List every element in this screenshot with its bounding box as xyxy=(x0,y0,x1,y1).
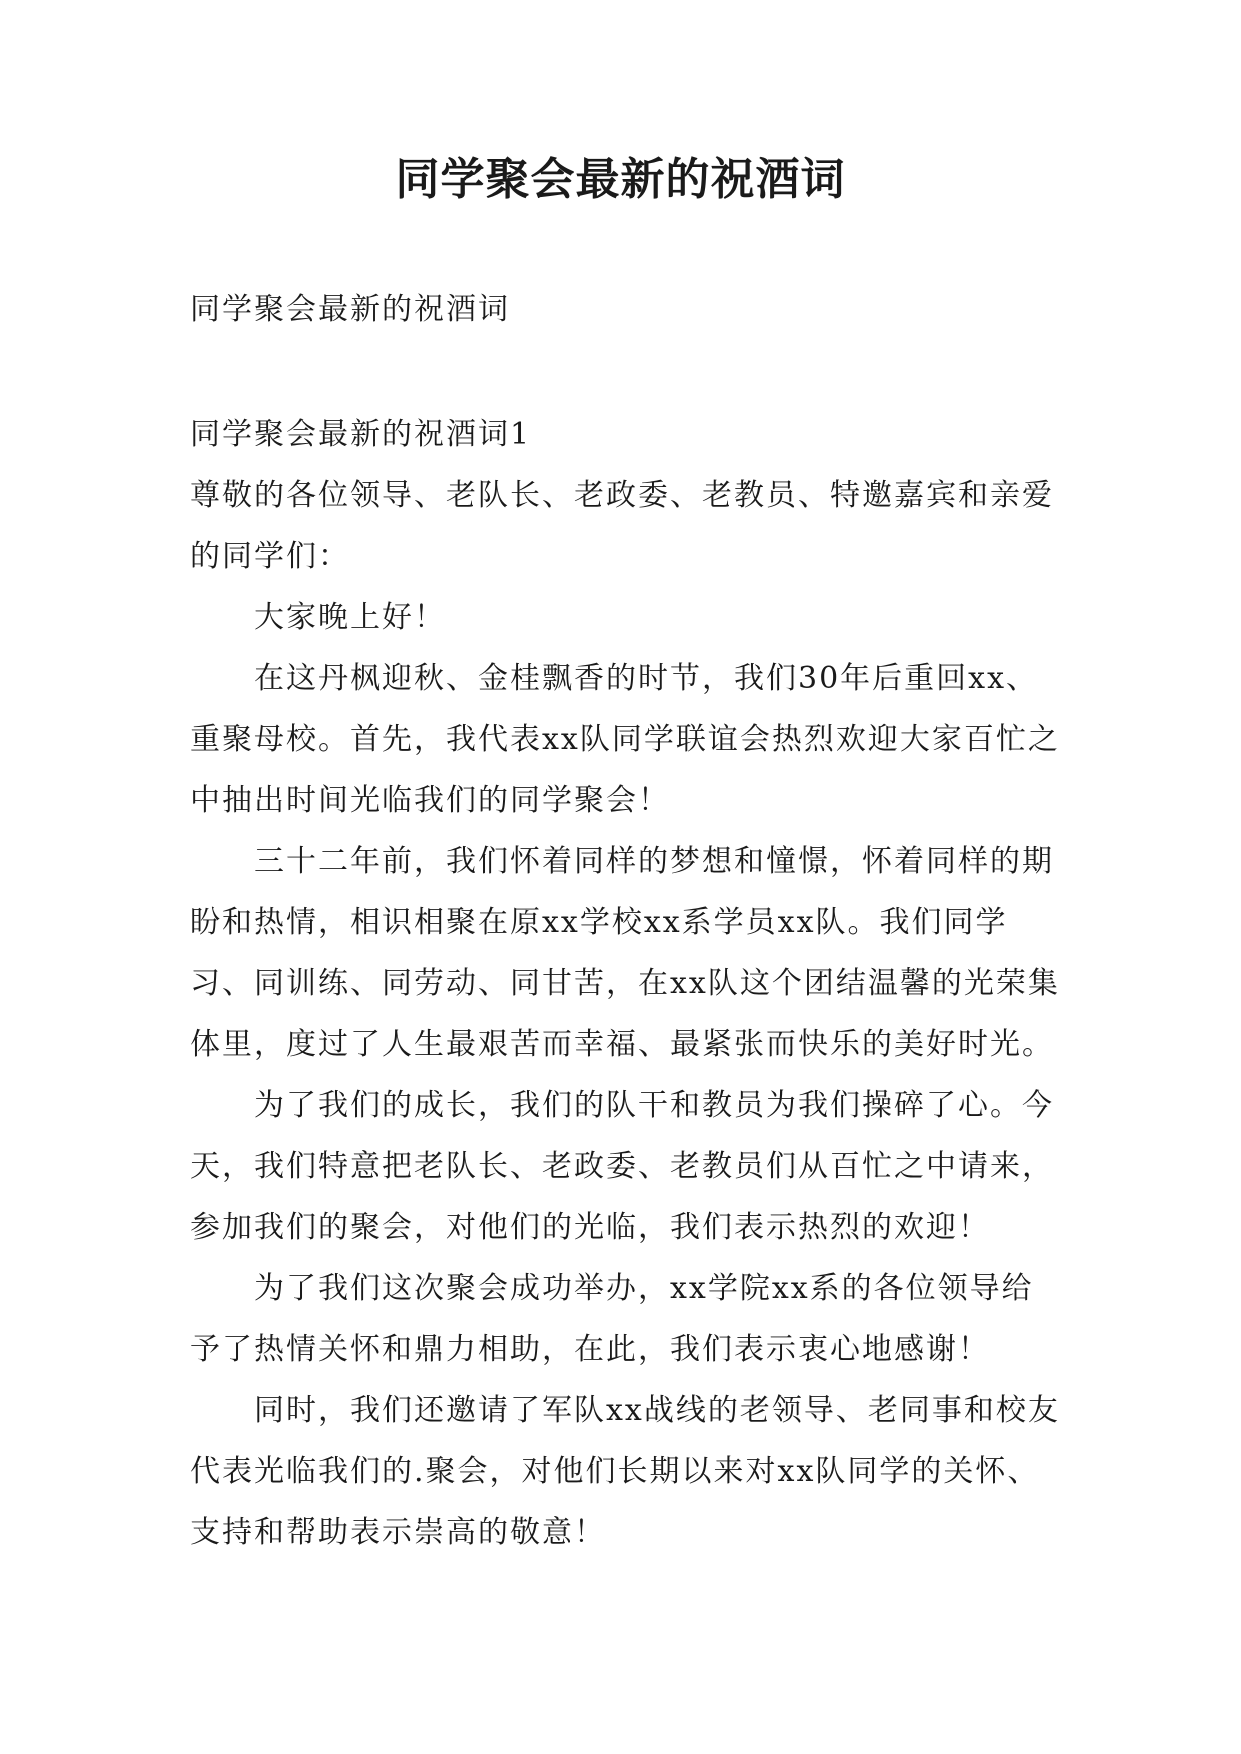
document-subtitle: 同学聚会最新的祝酒词 xyxy=(190,292,510,327)
paragraph: 在这丹枫迎秋、金桂飘香的时节，我们30年后重回xx、重聚母校。首先，我代表xx队同学联谊会热烈欢迎大家百忙之中抽出时间光临我们的同学聚会！ xyxy=(190,661,1060,818)
paragraph: 为了我们的成长，我们的队干和教员为我们操碎了心。今天，我们特意把老队长、老政委、老教员们从百忙之中请来，参加我们的聚会，对他们的光临，我们表示热烈的欢迎！ xyxy=(190,1088,1054,1245)
paragraph: 三十二年前，我们怀着同样的梦想和憧憬，怀着同样的期盼和热情，相识相聚在原xx学校xx系学员xx队。我们同学习、同训练、同劳动、同甘苦，在xx队这个团结温馨的光荣集体里，度过了人生最艰苦而幸福、最紧张而快乐的美好时光。 xyxy=(190,844,1060,1062)
section-heading: 同学聚会最新的祝酒词1 xyxy=(190,417,532,452)
document-content xyxy=(190,404,1060,1563)
document-title: 同学聚会最新的祝酒词 xyxy=(395,154,846,205)
paragraph: 为了我们这次聚会成功举办，xx学院xx系的各位领导给予了热情关怀和鼎力相助，在此，我们表示衷心地感谢！ xyxy=(190,1271,1034,1367)
paragraph-greeting: 大家晚上好！ xyxy=(254,600,446,635)
paragraph: 同时，我们还邀请了军队xx战线的老领导、老同事和校友代表光临我们的.聚会，对他们长期以来对xx队同学的关怀、支持和帮助表示崇高的敬意！ xyxy=(190,1393,1060,1550)
paragraph-salutation: 尊敬的各位领导、老队长、老政委、老教员、特邀嘉宾和亲爱的同学们： xyxy=(190,478,1054,574)
